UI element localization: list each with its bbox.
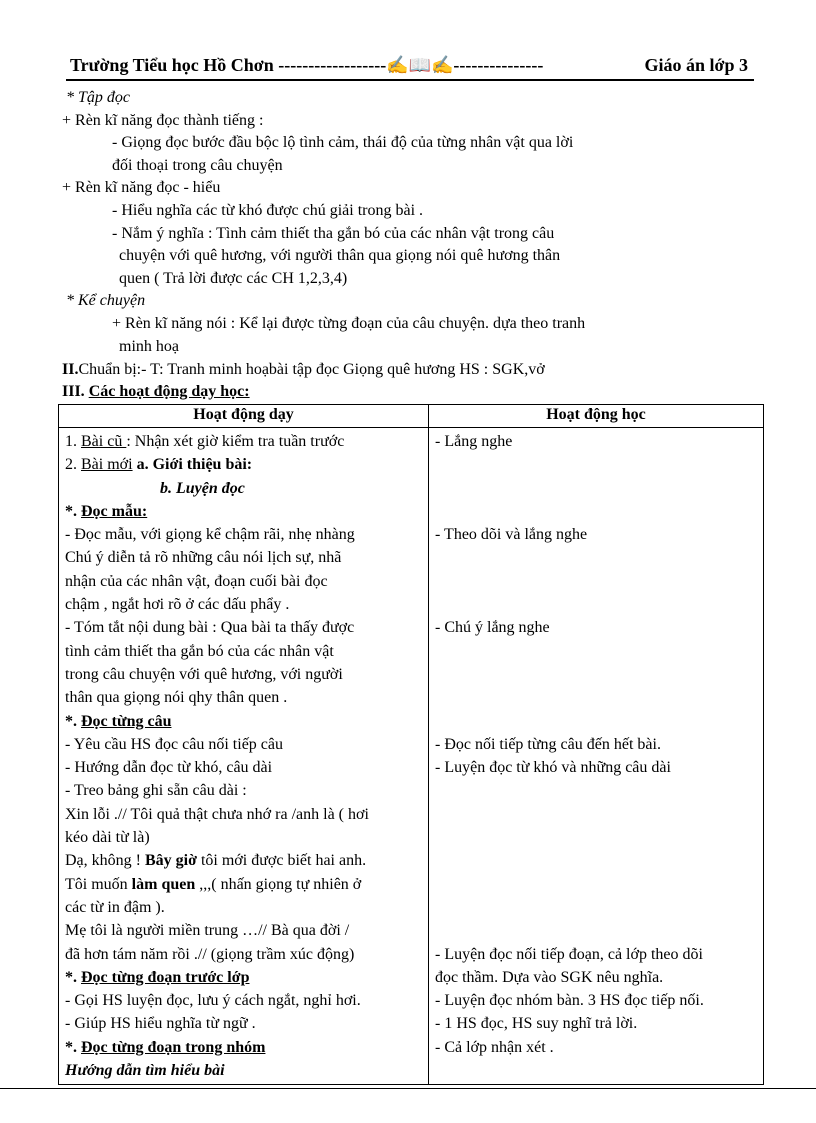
activity-text: - Hướng dẫn đọc từ khó, câu dài: [65, 759, 273, 777]
activities-title: [62, 381, 250, 403]
teacher-activity-line: [65, 1012, 422, 1035]
activity-text: *.: [65, 712, 81, 730]
objective-line: chuyện với quê hương, với người thân qua giọng nói quê hương thân: [119, 247, 561, 265]
teacher-activity-line: [65, 733, 422, 756]
student-activity-line: [435, 826, 757, 849]
teacher-activity-line: [65, 453, 422, 476]
student-activity-line: [435, 896, 757, 919]
teacher-activity-line: [65, 523, 422, 546]
teacher-activity-line: [65, 1059, 422, 1082]
student-activity-line: [435, 919, 757, 942]
activity-text: *.: [65, 1038, 81, 1056]
student-activity-line: [435, 873, 757, 896]
lesson-grade: Giáo án lớp 3: [644, 55, 748, 75]
activity-text: Dạ, không !: [65, 852, 145, 870]
teacher-activity-line: [65, 826, 422, 849]
activity-text: ,,,( nhấn giọng tự nhiên ở: [195, 875, 362, 893]
activity-text: tôi mới được biết hai anh.: [196, 852, 367, 870]
teacher-activity-line: [65, 640, 422, 663]
activity-text: - Gọi HS luyện đọc, lưu ý cách ngắt, nghỉ hơi.: [65, 992, 361, 1010]
student-activity-line: - Đọc nối tiếp từng câu đến hết bài.: [435, 735, 661, 753]
preparation: [62, 359, 545, 381]
activity-text: chậm , ngắt hơi rõ ở các dấu phẩy .: [65, 596, 290, 614]
objective-line: đối thoại trong câu chuyện: [112, 156, 283, 174]
student-activity-line: [435, 663, 757, 686]
teacher-activity-line: [65, 710, 422, 733]
objective-line: * Kể chuyện: [66, 292, 146, 310]
student-activity-line: [435, 593, 757, 616]
student-column-header: Hoạt động học: [429, 405, 764, 428]
activity-text: Đọc từng đoạn trước lớp: [81, 968, 250, 986]
activity-text: 2.: [65, 456, 81, 474]
teacher-activity-line: [65, 570, 422, 593]
objective-line: - Hiểu nghĩa các từ khó được chú giải trong bài .: [112, 202, 424, 219]
activity-text: - Treo bảng ghi sẵn câu dài :: [65, 782, 247, 800]
student-activity-line: [435, 570, 757, 593]
activity-text: đã hơn tám năm rồi .// (giọng trầm xúc động): [65, 945, 355, 963]
student-activity-line: [435, 546, 757, 569]
activity-text: *.: [65, 502, 81, 520]
activity-text: b. Luyện đọc: [160, 479, 245, 497]
activity-text: - Đọc mẫu, với giọng kể chậm rãi, nhẹ nhàng: [65, 526, 355, 544]
activity-text: - Yêu cầu HS đọc câu nối tiếp câu: [65, 735, 283, 753]
student-activity-line: - Luyện đọc nối tiếp đoạn, cả lớp theo dõi: [435, 945, 703, 963]
activity-text: thân qua giọng nói qhy thân quen .: [65, 689, 288, 707]
activity-text: - Tóm tắt nội dung bài : Qua bài ta thấy được: [65, 619, 355, 637]
activity-text: Hướng dẫn tìm hiểu bài: [65, 1062, 225, 1080]
activity-text: 1.: [65, 433, 81, 450]
activity-text: nhận của các nhân vật, đoạn cuối bài đọc: [65, 572, 328, 590]
section-number: III.: [62, 383, 89, 400]
activity-text: Tôi muốn: [65, 875, 132, 893]
teacher-activity-line: [65, 896, 422, 919]
section-number: II.: [62, 361, 79, 378]
objective-line: + Rèn kĩ năng đọc thành tiếng :: [62, 111, 264, 129]
teacher-activity-line: [65, 779, 422, 802]
student-activity-line: - Luyện đọc từ khó và những câu dài: [435, 759, 671, 777]
teacher-activities-cell: [59, 428, 429, 1085]
teacher-activity-line: [65, 919, 422, 942]
student-activity-line: - Theo dõi và lắng nghe: [435, 526, 588, 544]
student-activities-cell: [429, 428, 764, 1085]
teacher-activity-line: [65, 943, 422, 966]
teacher-activity-line: [65, 686, 422, 709]
table-header-row: [59, 405, 764, 428]
teacher-activity-line: [65, 756, 422, 779]
activity-text: làm quen: [131, 875, 196, 893]
activity-text: kéo dài từ là): [65, 829, 150, 847]
objective-line: minh hoạ: [119, 337, 179, 355]
teacher-activity-line: [65, 616, 422, 639]
student-activity-line: [435, 849, 757, 872]
objective-line: + Rèn kĩ năng nói : Kể lại được từng đoạn của câu chuyện. dựa theo tranh: [112, 315, 586, 332]
activity-text: Mẹ tôi là người miền trung …// Bà qua đời /: [65, 922, 350, 940]
teacher-column-header: Hoạt động dạy: [59, 405, 429, 428]
activity-text: Chú ý diễn tả rõ những câu nói lịch sự, nhã: [65, 549, 342, 567]
table-row: [59, 428, 764, 1085]
header-ornament: ------------------✍📖✍---------------: [278, 55, 544, 75]
student-activity-line: [435, 710, 757, 733]
header-school-subject: [70, 55, 543, 76]
teacher-activity-line: [65, 803, 422, 826]
student-activity-line: [435, 453, 757, 476]
footer-rule: [0, 1088, 816, 1089]
student-activity-line: đọc thầm. Dựa vào SGK nêu nghĩa.: [435, 968, 664, 986]
student-activity-line: - Luyện đọc nhóm bàn. 3 HS đọc tiếp nối.: [435, 992, 704, 1010]
student-activity-line: - 1 HS đọc, HS suy nghĩ trả lời.: [435, 1015, 638, 1033]
activity-text: Đọc từng đoạn trong nhóm: [81, 1038, 266, 1056]
student-activity-line: [435, 1059, 757, 1082]
teacher-activity-line: [65, 500, 422, 523]
teacher-activity-line: [65, 966, 422, 989]
activity-text: a. Giới thiệu bài:: [132, 456, 253, 474]
activity-text: trong câu chuyện với quê hương, với người: [65, 665, 343, 683]
student-activity-line: - Lắng nghe: [435, 433, 513, 450]
activity-text: các từ in đậm ).: [65, 898, 165, 916]
teacher-activity-line: [65, 1036, 422, 1059]
student-activity-line: - Cả lớp nhận xét .: [435, 1038, 554, 1056]
activity-text: tình cảm thiết tha gắn bó của các nhân vật: [65, 642, 334, 660]
student-activity-line: [435, 779, 757, 802]
teacher-activity-line: [65, 849, 422, 872]
activity-text: *.: [65, 968, 81, 986]
activity-text: : Nhận xét giờ kiểm tra tuần trước: [126, 433, 345, 450]
teacher-activity-line: [65, 873, 422, 896]
student-activity-line: [435, 640, 757, 663]
objective-line: - Giọng đọc bước đầu bộc lộ tình cảm, thái độ của từng nhân vật qua lời: [112, 134, 574, 152]
teacher-activity-line: [65, 989, 422, 1012]
teacher-activity-line: [65, 593, 422, 616]
student-activity-line: [435, 477, 757, 500]
objective-line: + Rèn kĩ năng đọc - hiểu: [62, 179, 221, 197]
activity-text: Bài mới: [81, 456, 133, 474]
objective-line: quen ( Trả lời được các CH 1,2,3,4): [119, 269, 348, 287]
activity-text: Đọc từng câu: [81, 712, 172, 730]
page-header: [66, 55, 754, 81]
student-activity-line: [435, 686, 757, 709]
student-activity-line: [435, 803, 757, 826]
objective-line: * Tập đọc: [66, 89, 130, 106]
school-name: Trường Tiểu học Hồ Chơn: [70, 55, 274, 75]
teacher-activity-line: [65, 546, 422, 569]
student-activity-line: - Chú ý lắng nghe: [435, 619, 550, 637]
student-activity-line: [435, 500, 757, 523]
activities-title-text: Các hoạt động dạy học:: [88, 383, 250, 400]
activity-text: - Giúp HS hiểu nghĩa từ ngữ .: [65, 1015, 256, 1033]
objective-line: - Nắm ý nghĩa : Tình cảm thiết tha gắn bó của các nhân vật trong câu: [112, 224, 555, 242]
preparation-text: Chuẩn bị:- T: Tranh minh hoạbài tập đọc Giọng quê hương HS : SGK,vở: [78, 361, 545, 378]
activities-table: [58, 404, 764, 1085]
activity-text: Bây giờ: [144, 852, 197, 870]
activity-text: Đọc mẫu:: [81, 502, 148, 520]
teacher-activity-line: [65, 430, 422, 453]
teacher-activity-line: [65, 663, 422, 686]
teacher-activity-line: [65, 477, 422, 500]
activity-text: Xin lỗi .// Tôi quả thật chưa nhớ ra /anh là ( hơi: [65, 805, 369, 823]
activity-text: Bài cũ: [81, 433, 127, 450]
